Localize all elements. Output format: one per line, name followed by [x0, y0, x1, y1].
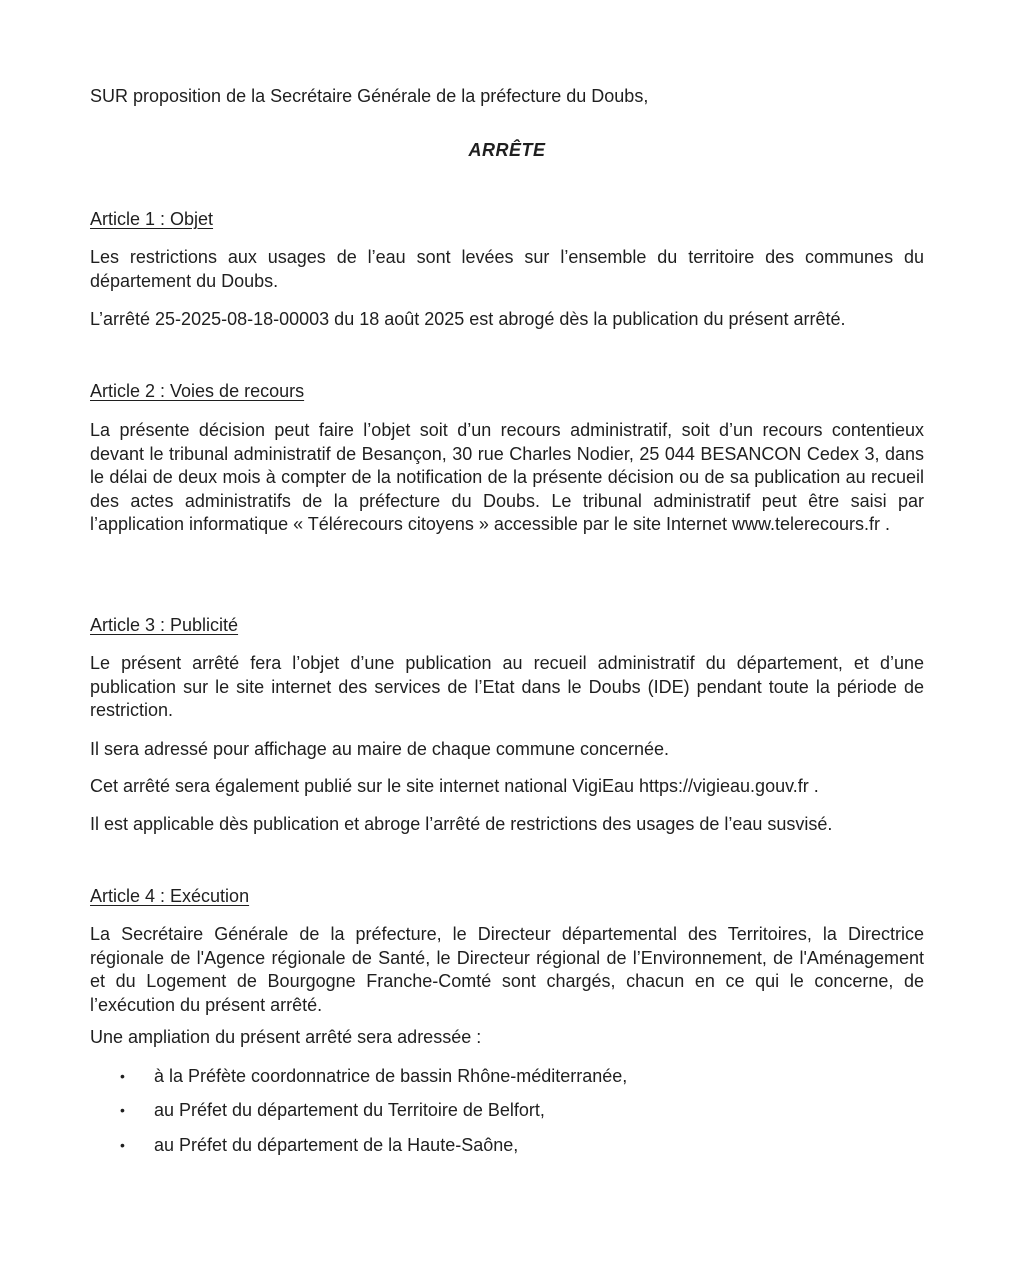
document-page: [90, 0, 924, 1280]
arrete-title: ARRÊTE: [468, 140, 546, 160]
article-4-paragraph-1: La Secrétaire Générale de la préfecture, le Directeur départemental des Territoires, la Directrice régionale de l'Agence régionale de Santé, le Directeur régional de l’Environnement, de l'Aménagement et du Logement de Bourgogne Franche-Comté sont chargés, chacun en ce qui le concerne, de l’exécution du présent arrêté.: [90, 924, 924, 1015]
list-item-text: à la Préfète coordonnatrice de bassin Rhône-méditerranée,: [154, 1066, 628, 1086]
article-4-paragraph-2: Une ampliation du présent arrêté sera adressée :: [90, 1027, 482, 1047]
article-2-paragraph-1: La présente décision peut faire l’objet soit d’un recours administratif, soit d’un recours contentieux devant le tribunal administratif de Besançon, 30 rue Charles Nodier, 25 044 BESANCON Cedex 3, dans le délai de deux mois à compter de la notification de la présente décision ou de sa publication au recueil des actes administratifs de la préfecture du Doubs. Le tribunal administratif peut être saisi par l’application informatique « Télérecours citoyens » accessible par le site Internet www.telerecours.fr .: [90, 420, 924, 534]
article-3-heading: Article 3 : Publicité: [90, 615, 239, 635]
intro-line: SUR proposition de la Secrétaire Générale de la préfecture du Doubs,: [90, 86, 649, 106]
article-4-heading: Article 4 : Exécution: [90, 886, 250, 906]
list-item-text: au Préfet du département du Territoire de Belfort,: [154, 1100, 545, 1120]
list-item-text: au Préfet du département de la Haute-Saône,: [154, 1135, 519, 1155]
article-3-paragraph-1: Le présent arrêté fera l’objet d’une publication au recueil administratif du département, et d’une publication sur le site internet des services de l’Etat dans le Doubs (IDE) pendant toute la période de restriction.: [90, 653, 924, 720]
article-1-paragraph-2: L’arrêté 25-2025-08-18-00003 du 18 août 2025 est abrogé dès la publication du présent arrêté.: [90, 309, 846, 329]
article-1-heading: Article 1 : Objet: [90, 209, 214, 229]
article-3-paragraph-3: Cet arrêté sera également publié sur le site internet national VigiEau https://vigieau.gouv.fr .: [90, 776, 819, 796]
article-3-paragraph-4: Il est applicable dès publication et abroge l’arrêté de restrictions des usages de l’eau susvisé.: [90, 814, 833, 834]
article-3-paragraph-2: Il sera adressé pour affichage au maire de chaque commune concernée.: [90, 739, 670, 759]
article-1-paragraph-1: Les restrictions aux usages de l’eau sont levées sur l’ensemble du territoire des communes du département du Doubs.: [90, 247, 924, 291]
bullet-icon: •: [120, 1102, 125, 1118]
bullet-icon: •: [120, 1137, 125, 1153]
bullet-icon: •: [120, 1068, 125, 1084]
article-2-heading: Article 2 : Voies de recours: [90, 381, 305, 401]
